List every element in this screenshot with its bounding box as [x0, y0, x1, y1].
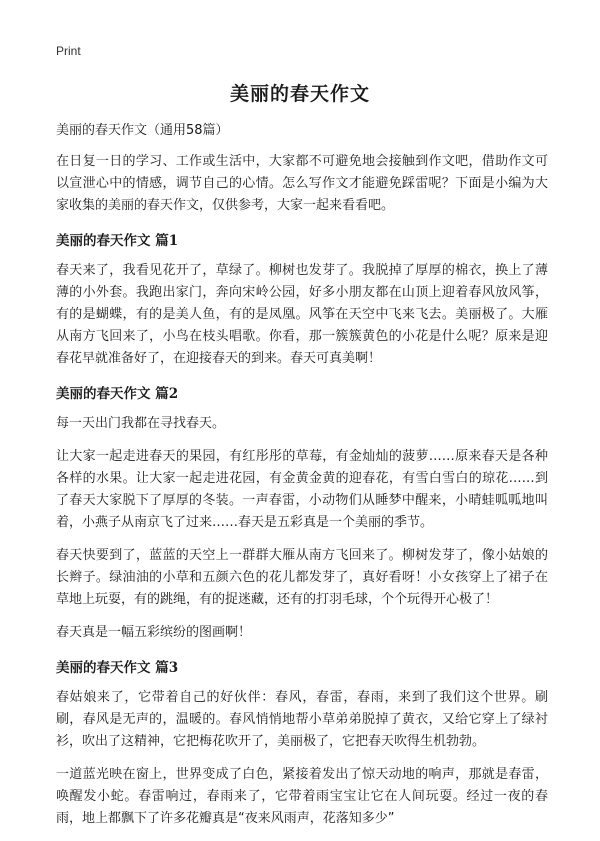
article-subtitle: 美丽的春天作文（通用58篇） — [56, 123, 229, 138]
section-1 — [56, 231, 548, 370]
section-2 — [56, 384, 548, 644]
section-heading: 美丽的春天作文 篇2 — [56, 386, 179, 402]
paragraph: 一道蓝光映在窗上，世界变成了白色，紧接着发出了惊天动地的响声，那就是春雷，唤醒发小蛇。春雷响过，春雨来了，它带着雨宝宝让它在人间玩耍。经过一夜的春雨，地上都飘下了许多花瓣真是“夜来风雨声，花落知多少” — [56, 767, 548, 826]
paragraph: 让大家一起走进春天的果园，有红彤彤的草莓，有金灿灿的菠萝……原来春天是各种各样的水果。让大家一起走进花园，有金黄金黄的迎春花，有雪白雪白的琼花……到了春天大家脱下了厚厚的冬装。一声春雷，小动物们从睡梦中醒来，小晴蛙呱呱地叫着，小燕子从南京飞了过来……春天是五彩真是一个美丽的季节。 — [56, 449, 548, 530]
paragraph: 春天来了，我看见花开了，草绿了。柳树也发芽了。我脱掉了厚厚的棉衣，换上了薄薄的小外套。我跑出家门，奔向宋岭公园，好多小朋友都在山顶上迎着春风放风筝，有的是蝴蝶，有的是美人鱼，有的是凤凰。风筝在天空中飞来飞去。美丽极了。大雁从南方飞回来了，小鸟在枝头唱歌。你看，那一簇簇黄色的小花是什么呢？原来是迎春花早就准备好了，在迎接春天的到来。春天可真美啊！ — [56, 263, 548, 366]
section-heading: 美丽的春天作文 篇1 — [56, 233, 179, 249]
intro-paragraph: 在日复一日的学习、工作或生活中，大家都不可避免地会接触到作文吧，借助作文可以宣泄心中的情感，调节自己的心情。怎么写作文才能避免踩雷呢？下面是小编为大家收集的美丽的春天作文，仅供参考，大家一起来看看吧。 — [56, 154, 548, 213]
paragraph: 春天真是一幅五彩缤纷的图画啊！ — [56, 625, 252, 640]
page-title: 美丽的春天作文 — [229, 83, 370, 105]
section-3 — [56, 658, 548, 830]
article-body — [56, 120, 548, 841]
paragraph: 春天快要到了，蓝蓝的天空上一群群大雁从南方飞回来了。柳树发芽了，像小姑娘的长辫子。绿油油的小草和五颜六色的花儿都发芽了，真好看呀！小女孩穿上了裙子在草地上玩耍，有的跳绳，有的捉迷藏，还有的打羽毛球，个个玩得开心极了！ — [56, 548, 548, 607]
paragraph: 春姑娘来了，它带着自己的好伙伴：春风，春雷，春雨，来到了我们这个世界。刷刷，春风是无声的，温暖的。春风悄悄地帮小草弟弟脱掉了黄衣，又给它穿上了绿衬衫，吹出了这精神，它把梅花吹开了，美丽极了，它把春天吹得生机勃勃。 — [56, 690, 548, 749]
paragraph: 每一天出门我都在寻找春天。 — [56, 416, 226, 431]
section-heading: 美丽的春天作文 篇3 — [56, 660, 179, 676]
print-link[interactable]: Print — [56, 44, 81, 58]
